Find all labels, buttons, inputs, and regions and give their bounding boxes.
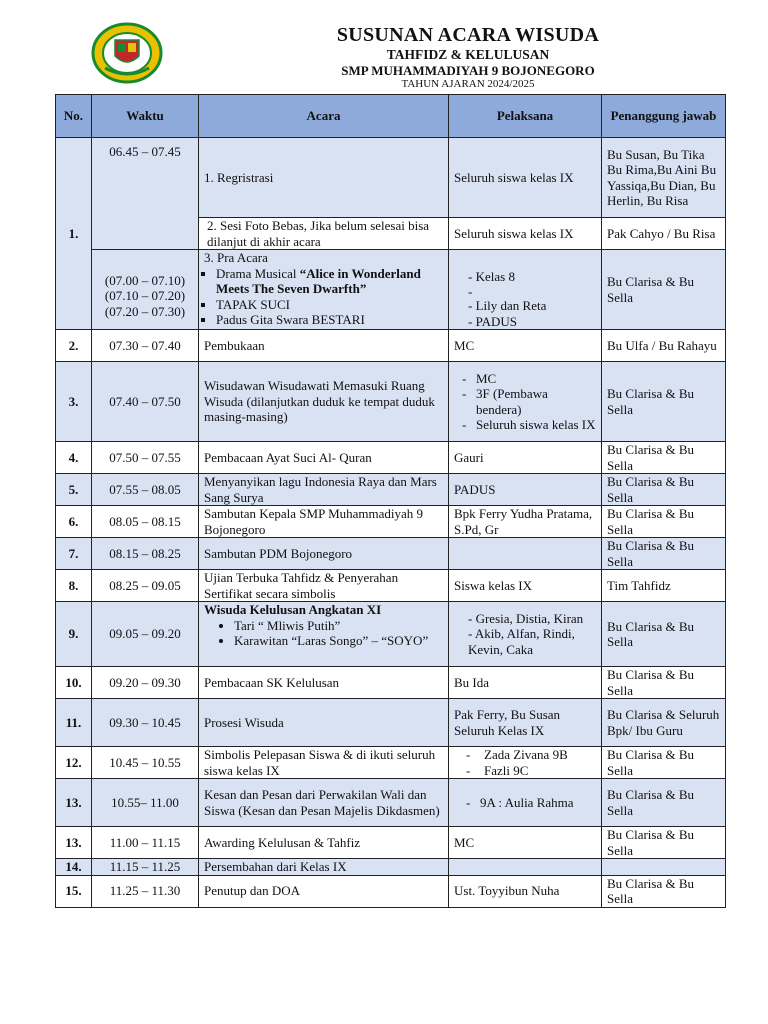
- document-subtitle-school: SMP MUHAMMADIYAH 9 BOJONEGORO: [341, 63, 595, 78]
- row-time: 07.40 – 07.50: [92, 362, 199, 442]
- row-number: 14.: [56, 859, 92, 876]
- row-pic: Bu Clarisa & Bu Sella: [602, 538, 726, 570]
- list-item: - PADUS: [468, 314, 596, 330]
- row-event: 1. Regristrasi: [199, 138, 449, 218]
- header-acara: Acara: [199, 95, 449, 138]
- row-event: [199, 250, 449, 330]
- table-row: [56, 827, 726, 859]
- row-time: 11.00 – 11.15: [92, 827, 199, 859]
- row-pic: Bu Clarisa & Bu Sella: [602, 747, 726, 779]
- table-row: [56, 875, 726, 907]
- row-number: 6.: [56, 506, 92, 538]
- list-item: • Karawitan “Laras Songo” – “SOYO”: [234, 633, 443, 649]
- header-penanggung-jawab: Penanggung jawab: [602, 95, 726, 138]
- row-event: Wisudawan Wisudawati Memasuki Ruang Wisuda (dilanjutkan duduk ke tempat duduk masing-masing): [199, 362, 449, 442]
- row-number: 8.: [56, 570, 92, 602]
- list-item: - MC: [454, 371, 596, 387]
- document-title: SUSUNAN ACARA WISUDA: [336, 24, 600, 46]
- table-row: [56, 138, 726, 218]
- row-performer: Seluruh siswa kelas IX: [449, 138, 602, 218]
- row-performer: Bpk Ferry Yudha Pratama, S.Pd, Gr: [449, 506, 602, 538]
- list-item: - 3F (Pembawa bendera): [454, 386, 596, 417]
- row-event: Menyanyikan lagu Indonesia Raya dan Mars Sang Surya: [199, 474, 449, 506]
- row-performer: [449, 362, 602, 442]
- row-event: Prosesi Wisuda: [199, 699, 449, 747]
- row-time: [92, 250, 199, 330]
- row-pic: Bu Clarisa & Seluruh Bpk/ Ibu Guru: [602, 699, 726, 747]
- table-row: [56, 602, 726, 667]
- table-row: [56, 779, 726, 827]
- row-pic: Bu Clarisa & Bu Sella: [602, 250, 726, 330]
- row-time: 08.15 – 08.25: [92, 538, 199, 570]
- row-performer: MC: [449, 827, 602, 859]
- row-time: 09.20 – 09.30: [92, 667, 199, 699]
- list-item: - Zada Zivana 9B: [458, 747, 596, 763]
- list-item: ▪ TAPAK SUCI: [216, 297, 443, 313]
- row-event: Awarding Kelulusan & Tahfiz: [199, 827, 449, 859]
- row-pic: Bu Clarisa & Bu Sella: [602, 779, 726, 827]
- table-row: [56, 859, 726, 876]
- row-number: 12.: [56, 747, 92, 779]
- row-pic: Bu Clarisa & Bu Sella: [602, 362, 726, 442]
- row-performer: [449, 602, 602, 667]
- row-time: 07.55 – 08.05: [92, 474, 199, 506]
- row-performer: [449, 779, 602, 827]
- row-number: 13.: [56, 779, 92, 827]
- row-performer: Pak Ferry, Bu Susan Seluruh Kelas IX: [449, 699, 602, 747]
- row-pic: Bu Ulfa / Bu Rahayu: [602, 330, 726, 362]
- list-item: - Kelas 8: [468, 269, 596, 285]
- document-subtitle-year: TAHUN AJARAN 2024/2025: [401, 78, 535, 90]
- row-performer: [449, 250, 602, 330]
- row-time: 08.05 – 08.15: [92, 506, 199, 538]
- list-item: - Seluruh siswa kelas IX: [454, 417, 596, 433]
- row-time: 10.45 – 10.55: [92, 747, 199, 779]
- row-pic: Bu Clarisa & Bu Sella: [602, 875, 726, 907]
- row-event: Kesan dan Pesan dari Perwakilan Wali dan Siswa (Kesan dan Pesan Majelis Dikdasmen): [199, 779, 449, 827]
- row-time: 06.45 – 07.45: [92, 138, 199, 250]
- table-row: [56, 330, 726, 362]
- table-row: [56, 570, 726, 602]
- list-item: - Akib, Alfan, Rindi, Kevin, Caka: [468, 626, 596, 657]
- table-row: [56, 250, 726, 330]
- table-row: [56, 474, 726, 506]
- event-title: Wisuda Kelulusan Angkatan XI: [204, 602, 382, 617]
- row-number: 2.: [56, 330, 92, 362]
- row-event: Sambutan PDM Bojonegoro: [199, 538, 449, 570]
- row-pic: Bu Clarisa & Bu Sella: [602, 827, 726, 859]
- header-no: No.: [56, 95, 92, 138]
- row-pic: Tim Tahfidz: [602, 570, 726, 602]
- row-event: Pembukaan: [199, 330, 449, 362]
- row-event: Ujian Terbuka Tahfidz & Penyerahan Sertifikat secara simbolis: [199, 570, 449, 602]
- row-event: Pembacaan SK Kelulusan: [199, 667, 449, 699]
- table-header-row: [56, 95, 726, 138]
- list-spacer: [468, 284, 596, 298]
- row-number: 4.: [56, 442, 92, 474]
- row-number: 1.: [56, 138, 92, 330]
- row-performer: [449, 859, 602, 876]
- row-number: 13.: [56, 827, 92, 859]
- row-performer: Gauri: [449, 442, 602, 474]
- list-item: - Gresia, Distia, Kiran: [468, 611, 596, 627]
- row-number: 7.: [56, 538, 92, 570]
- row-performer: [449, 538, 602, 570]
- row-performer: Bu Ida: [449, 667, 602, 699]
- row-event: [199, 602, 449, 667]
- row-time: 07.30 – 07.40: [92, 330, 199, 362]
- row-performer: MC: [449, 330, 602, 362]
- schedule-table: [55, 94, 726, 908]
- row-time: 11.25 – 11.30: [92, 875, 199, 907]
- list-item: ▪ Drama Musical “Alice in Wonderland Meets The Seven Dwarfth”: [216, 266, 443, 297]
- table-row: [56, 442, 726, 474]
- row-pic: Bu Clarisa & Bu Sella: [602, 474, 726, 506]
- list-item: • Tari “ Mliwis Putih”: [234, 618, 443, 634]
- list-item: - Lily dan Reta: [468, 298, 596, 314]
- row-event: Persembahan dari Kelas IX: [199, 859, 449, 876]
- row-time: 08.25 – 09.05: [92, 570, 199, 602]
- row-pic: [602, 859, 726, 876]
- row-event: Sambutan Kepala SMP Muhammadiyah 9 Bojonegoro: [199, 506, 449, 538]
- row-number: 9.: [56, 602, 92, 667]
- time-slot: (07.10 – 07.20): [104, 288, 186, 303]
- row-number: 15.: [56, 875, 92, 907]
- row-time: 10.55– 11.00: [92, 779, 199, 827]
- list-item: - Fazli 9C: [458, 763, 596, 779]
- row-pic: Bu Clarisa & Bu Sella: [602, 506, 726, 538]
- document-subtitle-event: TAHFIDZ & KELULUSAN: [386, 47, 550, 62]
- list-item: - 9A : Aulia Rahma: [458, 795, 596, 811]
- table-row: [56, 667, 726, 699]
- list-item: ▪ Padus Gita Swara BESTARI: [216, 312, 443, 328]
- row-performer: [449, 747, 602, 779]
- table-row: [56, 747, 726, 779]
- row-number: 3.: [56, 362, 92, 442]
- row-performer: Siswa kelas IX: [449, 570, 602, 602]
- row-pic: Bu Clarisa & Bu Sella: [602, 442, 726, 474]
- row-event: Simbolis Pelepasan Siswa & di ikuti seluruh siswa kelas IX: [199, 747, 449, 779]
- row-time: 11.15 – 11.25: [92, 859, 199, 876]
- time-slot: (07.00 – 07.10): [104, 272, 186, 288]
- time-slot: (07.20 – 07.30): [104, 303, 186, 319]
- table-row: [56, 699, 726, 747]
- header-pelaksana: Pelaksana: [449, 95, 602, 138]
- event-title: 3. Pra Acara: [204, 250, 268, 265]
- row-number: 5.: [56, 474, 92, 506]
- row-pic: Bu Clarisa & Bu Sella: [602, 602, 726, 667]
- header-waktu: Waktu: [92, 95, 199, 138]
- table-row: [56, 538, 726, 570]
- row-time: 09.05 – 09.20: [92, 602, 199, 667]
- row-number: 10.: [56, 667, 92, 699]
- row-performer: Seluruh siswa kelas IX: [449, 218, 602, 250]
- row-number: 11.: [56, 699, 92, 747]
- row-event: 2. Sesi Foto Bebas, Jika belum selesai bisa dilanjut di akhir acara: [199, 218, 449, 250]
- table-row: [56, 506, 726, 538]
- table-row: [56, 362, 726, 442]
- row-event: Pembacaan Ayat Suci Al- Quran: [199, 442, 449, 474]
- row-performer: Ust. Toyyibun Nuha: [449, 875, 602, 907]
- row-performer: PADUS: [449, 474, 602, 506]
- row-pic: Bu Susan, Bu Tika Bu Rima,Bu Aini Bu Yassiqa,Bu Dian, Bu Herlin, Bu Risa: [602, 138, 726, 218]
- row-time: 07.50 – 07.55: [92, 442, 199, 474]
- row-pic: Pak Cahyo / Bu Risa: [602, 218, 726, 250]
- row-pic: Bu Clarisa & Bu Sella: [602, 667, 726, 699]
- row-event: Penutup dan DOA: [199, 875, 449, 907]
- row-time: 09.30 – 10.45: [92, 699, 199, 747]
